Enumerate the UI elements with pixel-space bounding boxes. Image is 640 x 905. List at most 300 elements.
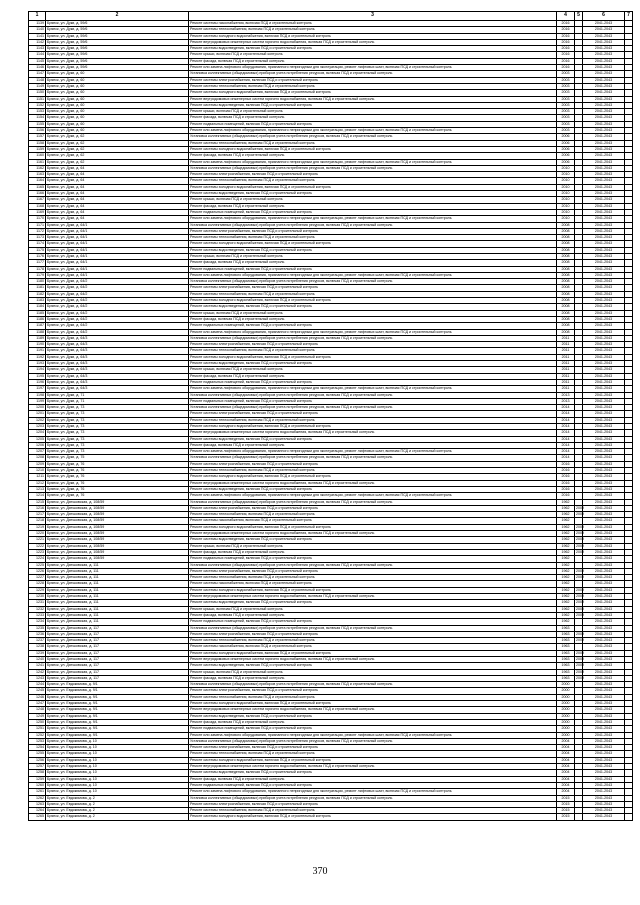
- work-type-cell: Ремонт системы водоотведения, включая ПСД и строительный контроль: [189, 304, 557, 310]
- work-type-cell: Ремонт фасада, включая ПСД и строительный контроль: [189, 203, 557, 209]
- row-number-cell: 1166: [29, 191, 46, 197]
- address-cell: Брянск, ул. Евдокимова, д. 10: [46, 776, 189, 782]
- row-number-cell: 1194: [29, 367, 46, 373]
- planned-period-cell: 2041-2043: [583, 531, 625, 537]
- work-type-cell: Ремонт или замена лифтового оборудования, признанного непригодным для эксплуатации, ремонт лифтовых шахт, включая ПСД и строительный контроль: [189, 329, 557, 335]
- build-year-cell: 2010: [557, 209, 575, 215]
- planned-period-cell: 2041-2043: [583, 96, 625, 102]
- row-number-cell: 1179: [29, 272, 46, 278]
- address-cell: Брянск, ул. Дуки, д. 64/1: [46, 235, 189, 241]
- work-type-cell: Ремонт крыши, включая ПСД и строительный контроль: [189, 310, 557, 316]
- row-number-cell: 1146: [29, 65, 46, 71]
- row-number-cell: 1190: [29, 342, 46, 348]
- row-number-cell: 1225: [29, 562, 46, 568]
- planned-period-cell: 2041-2043: [583, 568, 625, 574]
- build-year-cell: 1962: [557, 562, 575, 568]
- row-number-cell: 1175: [29, 247, 46, 253]
- row-number-cell: 1220: [29, 531, 46, 537]
- planned-period-cell: 2041-2043: [583, 316, 625, 322]
- build-year-cell: 1962: [557, 537, 575, 543]
- work-type-cell: Установка коллективных (общедомовых) приборов учета потребления ресурсов, включая ПСД и строительный контроль: [189, 335, 557, 341]
- work-type-cell: Установка коллективных (общедомовых) приборов учета потребления ресурсов, включая ПСД и строительный контроль: [189, 279, 557, 285]
- row-number-cell: 1258: [29, 770, 46, 776]
- address-cell: Брянск, ул. Дуки, д. 60: [46, 83, 189, 89]
- build-year-cell: 2013: [557, 392, 575, 398]
- build-year-cell: 2008: [557, 253, 575, 259]
- address-cell: Брянск, ул. Дуки, д. 64/1: [46, 266, 189, 272]
- planned-period-cell: 2041-2043: [583, 631, 625, 637]
- build-year-cell: 2014: [557, 436, 575, 442]
- planned-period-cell: 2041-2043: [583, 814, 625, 820]
- row-number-cell: 1200: [29, 405, 46, 411]
- row-number-cell: 1242: [29, 669, 46, 675]
- row-number-cell: 1202: [29, 417, 46, 423]
- row-number-cell: 1227: [29, 575, 46, 581]
- last-repair-year-cell: 2009: [576, 631, 584, 636]
- address-cell: Брянск, ул. Дуки, д. 71: [46, 398, 189, 404]
- work-type-cell: Ремонт системы холодного водоснабжения, включая ПСД и строительный контроль: [189, 33, 557, 39]
- row-number-cell: 1139: [29, 21, 46, 27]
- row-number-cell: 1188: [29, 329, 46, 335]
- row-number-cell: 1238: [29, 644, 46, 650]
- address-cell: Брянск, ул. Дуки, д. 64/3: [46, 342, 189, 348]
- work-type-cell: Ремонт системы теплоснабжения, включая ПСД и строительный контроль: [189, 751, 557, 757]
- row-number-cell: 1197: [29, 386, 46, 392]
- build-year-cell: 2004: [557, 789, 575, 795]
- row-number-cell: 1169: [29, 209, 46, 215]
- row-number-cell: 1215: [29, 499, 46, 505]
- build-year-cell: 2014: [557, 411, 575, 417]
- build-year-cell: 2016: [557, 58, 575, 64]
- address-cell: Брянск, ул. Дуки, д. 59/6: [46, 46, 189, 52]
- build-year-cell: 1962: [557, 549, 575, 555]
- address-cell: Брянск, ул. Дуки, д. 60: [46, 115, 189, 121]
- build-year-cell: 2006: [557, 153, 575, 159]
- build-year-cell: 2008: [557, 222, 575, 228]
- planned-period-cell: 2041-2043: [583, 373, 625, 379]
- work-type-cell: Ремонт крыши, включая ПСД и строительный контроль: [189, 543, 557, 549]
- work-type-cell: Ремонт системы водоотведения, включая ПСД и строительный контроль: [189, 486, 557, 492]
- row-number-cell: 1162: [29, 165, 46, 171]
- work-type-cell: Установка коллективных (общедомовых) приборов учета потребления ресурсов, включая ПСД и строительный контроль: [189, 134, 557, 140]
- work-type-cell: Установка коллективных (общедомовых) приборов учета потребления ресурсов, включая ПСД и строительный контроль: [189, 738, 557, 744]
- build-year-cell: 2011: [557, 379, 575, 385]
- row-number-cell: 1259: [29, 776, 46, 782]
- last-repair-year-cell: 2009: [576, 549, 584, 554]
- build-year-cell: 2003: [557, 102, 575, 108]
- address-cell: Брянск, ул. Дуки, д. 64/1: [46, 247, 189, 253]
- build-year-cell: 2008: [557, 323, 575, 329]
- work-type-cell: Ремонт системы электроснабжения, включая ПСД и строительный контроль: [189, 411, 557, 417]
- address-cell: Брянск, ул. Дуки, д. 64/2: [46, 291, 189, 297]
- address-cell: Брянск, ул. Дуки, д. 60: [46, 90, 189, 96]
- planned-period-cell: 2041-2043: [583, 732, 625, 738]
- planned-period-cell: 2041-2043: [583, 669, 625, 675]
- address-cell: Брянск, ул. Дятьковская, д. 111: [46, 568, 189, 574]
- address-cell: Брянск, ул. Дятьковская, д. 111: [46, 612, 189, 618]
- build-year-cell: 2000: [557, 713, 575, 719]
- address-cell: Брянск, ул. Дуки, д. 73: [46, 424, 189, 430]
- work-type-cell: Ремонт внутридомовых инженерных систем горячего водоснабжения, включая ПСД и строительный контроль: [189, 764, 557, 770]
- planned-period-cell: 2041-2043: [583, 65, 625, 71]
- work-type-cell: Ремонт крыши, включая ПСД и строительный контроль: [189, 367, 557, 373]
- row-number-cell: 1216: [29, 505, 46, 511]
- build-year-cell: 2008: [557, 279, 575, 285]
- row-number-cell: 1184: [29, 304, 46, 310]
- work-type-cell: Ремонт или замена лифтового оборудования, признанного непригодным для эксплуатации, ремонт лифтовых шахт, включая ПСД и строительный контроль: [189, 65, 557, 71]
- row-number-cell: 1154: [29, 115, 46, 121]
- work-type-cell: Ремонт системы холодного водоснабжения, включая ПСД и строительный контроль: [189, 524, 557, 530]
- planned-period-cell: 2041-2043: [583, 455, 625, 461]
- row-number-cell: 1228: [29, 581, 46, 587]
- build-year-cell: 1963: [557, 644, 575, 650]
- planned-period-cell: 2041-2043: [583, 348, 625, 354]
- work-type-cell: Ремонт системы холодного водоснабжения, включая ПСД и строительный контроль: [189, 184, 557, 190]
- build-year-cell: 2011: [557, 354, 575, 360]
- work-type-cell: Ремонт системы газоснабжения, включая ПСД и строительный контроль: [189, 644, 557, 650]
- work-type-cell: Установка коллективных (общедомовых) приборов учета потребления ресурсов, включая ПСД и строительный контроль: [189, 499, 557, 505]
- address-cell: Брянск, ул. Дуки, д. 64/1: [46, 228, 189, 234]
- address-cell: Брянск, ул. Дуки, д. 64/3: [46, 379, 189, 385]
- row-number-cell: 1247: [29, 701, 46, 707]
- row-number-cell: 1155: [29, 121, 46, 127]
- work-type-cell: Ремонт внутридомовых инженерных систем горячего водоснабжения, включая ПСД и строительный контроль: [189, 531, 557, 537]
- build-year-cell: 1963: [557, 656, 575, 662]
- planned-period-cell: 2041-2043: [583, 486, 625, 492]
- planned-period-cell: 2041-2043: [583, 266, 625, 272]
- planned-period-cell: 2041-2043: [583, 39, 625, 45]
- planned-period-cell: 2041-2043: [583, 241, 625, 247]
- build-year-cell: 2008: [557, 310, 575, 316]
- work-type-cell: Ремонт системы холодного водоснабжения, включая ПСД и строительный контроль: [189, 354, 557, 360]
- row-number-cell: 1140: [29, 27, 46, 33]
- page-number: 370: [312, 866, 328, 877]
- build-year-cell: 2000: [557, 726, 575, 732]
- work-type-cell: Ремонт системы теплоснабжения, включая ПСД и строительный контроль: [189, 638, 557, 644]
- work-type-cell: Ремонт или замена лифтового оборудования, признанного непригодным для эксплуатации, ремонт лифтовых шахт, включая ПСД и строительный контроль: [189, 272, 557, 278]
- address-cell: Брянск, ул. Дуки, д. 60: [46, 128, 189, 134]
- work-type-cell: Ремонт системы водоотведения, включая ПСД и строительный контроль: [189, 537, 557, 543]
- address-cell: Брянск, ул. Дуки, д. 64: [46, 216, 189, 222]
- build-year-cell: 1962: [557, 606, 575, 612]
- build-year-cell: 2000: [557, 682, 575, 688]
- address-cell: Брянск, ул. Дятьковская, д. 117: [46, 650, 189, 656]
- planned-period-cell: 2041-2043: [583, 285, 625, 291]
- row-number-cell: 1193: [29, 361, 46, 367]
- build-year-cell: 2008: [557, 304, 575, 310]
- planned-period-cell: 2041-2043: [583, 172, 625, 178]
- address-cell: Брянск, ул. Дуки, д. 62: [46, 159, 189, 165]
- address-cell: Брянск, ул. Евдокимова, д. 2: [46, 814, 189, 820]
- header-cell-6: 6: [583, 12, 625, 21]
- row-number-cell: 1257: [29, 764, 46, 770]
- planned-period-cell: 2041-2043: [583, 619, 625, 625]
- work-type-cell: Ремонт системы газоснабжения, включая ПСД и строительный контроль: [189, 21, 557, 27]
- row-number-cell: 1243: [29, 675, 46, 681]
- address-cell: Брянск, ул. Дятьковская, д. 108/59: [46, 524, 189, 530]
- planned-period-cell: 2041-2043: [583, 159, 625, 165]
- build-year-cell: 1962: [557, 543, 575, 549]
- planned-period-cell: 2041-2043: [583, 757, 625, 763]
- work-type-cell: Ремонт крыши, включая ПСД и строительный контроль: [189, 606, 557, 612]
- build-year-cell: 1963: [557, 669, 575, 675]
- build-year-cell: 2000: [557, 707, 575, 713]
- planned-period-cell: 2041-2043: [583, 512, 625, 518]
- last-repair-year-cell: 2009: [576, 543, 584, 548]
- planned-period-cell: 2041-2043: [583, 581, 625, 587]
- address-cell: Брянск, ул. Евдокимова, д. 9/1: [46, 688, 189, 694]
- work-type-cell: Ремонт подвальных помещений, включая ПСД и строительный контроль: [189, 726, 557, 732]
- planned-period-cell: 2041-2043: [583, 713, 625, 719]
- planned-period-cell: 2041-2043: [583, 102, 625, 108]
- table-row: [29, 814, 633, 820]
- row-number-cell: 1204: [29, 430, 46, 436]
- address-cell: Брянск, ул. Дятьковская, д. 108/59: [46, 537, 189, 543]
- planned-period-cell: 2041-2043: [583, 430, 625, 436]
- build-year-cell: 2011: [557, 361, 575, 367]
- address-cell: Брянск, ул. Дуки, д. 76: [46, 461, 189, 467]
- address-cell: Брянск, ул. Дуки, д. 59/6: [46, 39, 189, 45]
- row-number-cell: 1246: [29, 694, 46, 700]
- build-year-cell: 2004: [557, 764, 575, 770]
- work-type-cell: Ремонт системы электроснабжения, включая ПСД и строительный контроль: [189, 505, 557, 511]
- address-cell: Брянск, ул. Дуки, д. 64/2: [46, 298, 189, 304]
- build-year-cell: 2016: [557, 493, 575, 499]
- work-type-cell: Ремонт системы газоснабжения, включая ПСД и строительный контроль: [189, 518, 557, 524]
- address-cell: Брянск, ул. Евдокимова, д. 10: [46, 745, 189, 751]
- address-cell: Брянск, ул. Дуки, д. 73: [46, 436, 189, 442]
- planned-period-cell: 2041-2043: [583, 247, 625, 253]
- address-cell: Брянск, ул. Евдокимова, д. 9/1: [46, 682, 189, 688]
- row-number-cell: 1230: [29, 594, 46, 600]
- row-number-cell: 1182: [29, 291, 46, 297]
- capital-repair-table: [28, 11, 633, 821]
- planned-period-cell: 2041-2043: [583, 354, 625, 360]
- build-year-cell: 2004: [557, 738, 575, 744]
- planned-period-cell: 2041-2043: [583, 310, 625, 316]
- last-repair-year-cell: 2009: [576, 675, 584, 680]
- build-year-cell: 1963: [557, 650, 575, 656]
- row-number-cell: 1255: [29, 751, 46, 757]
- planned-period-cell: 2041-2043: [583, 701, 625, 707]
- build-year-cell: 1962: [557, 587, 575, 593]
- address-cell: Брянск, ул. Дятьковская, д. 108/59: [46, 531, 189, 537]
- address-cell: Брянск, ул. Дуки, д. 64/2: [46, 316, 189, 322]
- address-cell: Брянск, ул. Дуки, д. 64: [46, 172, 189, 178]
- address-cell: Брянск, ул. Дуки, д. 71: [46, 392, 189, 398]
- work-type-cell: Ремонт системы водоотведения, включая ПСД и строительный контроль: [189, 600, 557, 606]
- address-cell: Брянск, ул. Дятьковская, д. 111: [46, 562, 189, 568]
- planned-period-cell: 2041-2043: [583, 650, 625, 656]
- work-type-cell: Ремонт системы водоотведения, включая ПСД и строительный контроль: [189, 361, 557, 367]
- row-number-cell: 1201: [29, 411, 46, 417]
- planned-period-cell: 2041-2043: [583, 33, 625, 39]
- planned-period-cell: 2041-2043: [583, 776, 625, 782]
- work-type-cell: Ремонт системы холодного водоснабжения, включая ПСД и строительный контроль: [189, 650, 557, 656]
- row-number-cell: 1157: [29, 134, 46, 140]
- planned-period-cell: 2041-2043: [583, 203, 625, 209]
- row-number-cell: 1223: [29, 549, 46, 555]
- build-year-cell: 1962: [557, 619, 575, 625]
- planned-period-cell: 2041-2043: [583, 272, 625, 278]
- build-year-cell: 2006: [557, 134, 575, 140]
- planned-period-cell: 2041-2043: [583, 291, 625, 297]
- address-cell: Брянск, ул. Дуки, д. 62: [46, 134, 189, 140]
- planned-period-cell: 2041-2043: [583, 27, 625, 33]
- build-year-cell: 2003: [557, 96, 575, 102]
- planned-period-cell: 2041-2043: [583, 719, 625, 725]
- address-cell: Брянск, ул. Дуки, д. 64/1: [46, 241, 189, 247]
- address-cell: Брянск, ул. Дуки, д. 64: [46, 165, 189, 171]
- row-number-cell: 1224: [29, 556, 46, 562]
- build-year-cell: 2004: [557, 782, 575, 788]
- build-year-cell: 2016: [557, 468, 575, 474]
- work-type-cell: Ремонт или замена лифтового оборудования, признанного непригодным для эксплуатации, ремонт лифтовых шахт, включая ПСД и строительный контроль: [189, 449, 557, 455]
- planned-period-cell: 2041-2043: [583, 499, 625, 505]
- row-number-cell: 1239: [29, 650, 46, 656]
- address-cell: Брянск, ул. Дятьковская, д. 117: [46, 631, 189, 637]
- work-type-cell: Ремонт или замена лифтового оборудования, признанного непригодным для эксплуатации, ремонт лифтовых шахт, включая ПСД и строительный контроль: [189, 128, 557, 134]
- row-number-cell: 1214: [29, 493, 46, 499]
- planned-period-cell: 2041-2043: [583, 90, 625, 96]
- row-number-cell: 1167: [29, 197, 46, 203]
- register-sheet: [28, 11, 632, 821]
- build-year-cell: 2011: [557, 386, 575, 392]
- address-cell: Брянск, ул. Евдокимова, д. 9/1: [46, 719, 189, 725]
- row-number-cell: 1187: [29, 323, 46, 329]
- build-year-cell: 2011: [557, 348, 575, 354]
- planned-period-cell: 2041-2043: [583, 417, 625, 423]
- address-cell: Брянск, ул. Дуки, д. 73: [46, 405, 189, 411]
- address-cell: Брянск, ул. Дятьковская, д. 117: [46, 675, 189, 681]
- build-year-cell: 2010: [557, 172, 575, 178]
- header-cell-2: 2: [46, 12, 189, 21]
- work-type-cell: Ремонт фасада, включая ПСД и строительный контроль: [189, 612, 557, 618]
- row-number-cell: 1143: [29, 46, 46, 52]
- build-year-cell: 2004: [557, 751, 575, 757]
- build-year-cell: 2014: [557, 417, 575, 423]
- last-repair-year-cell: 2009: [576, 663, 584, 668]
- address-cell: Брянск, ул. Евдокимова, д. 9/1: [46, 701, 189, 707]
- address-cell: Брянск, ул. Дуки, д. 62: [46, 153, 189, 159]
- address-cell: Брянск, ул. Евдокимова, д. 9/1: [46, 713, 189, 719]
- last-repair-year-cell: 2009: [576, 575, 584, 580]
- planned-period-cell: 2041-2043: [583, 184, 625, 190]
- row-number-cell: 1177: [29, 260, 46, 266]
- work-type-cell: Ремонт системы водоотведения, включая ПСД и строительный контроль: [189, 46, 557, 52]
- header-cell-7: 7: [625, 12, 633, 21]
- work-type-cell: Установка коллективных (общедомовых) приборов учета потребления ресурсов, включая ПСД и строительный контроль: [189, 405, 557, 411]
- build-year-cell: 2003: [557, 109, 575, 115]
- row-number-cell: 1180: [29, 279, 46, 285]
- address-cell: Брянск, ул. Дятьковская, д. 111: [46, 587, 189, 593]
- address-cell: Брянск, ул. Дуки, д. 64: [46, 197, 189, 203]
- row-number-cell: 1208: [29, 455, 46, 461]
- planned-period-cell: 2041-2043: [583, 682, 625, 688]
- address-cell: Брянск, ул. Дуки, д. 64/1: [46, 260, 189, 266]
- address-cell: Брянск, ул. Дятьковская, д. 117: [46, 644, 189, 650]
- address-cell: Брянск, ул. Дуки, д. 59/6: [46, 58, 189, 64]
- address-cell: Брянск, ул. Евдокимова, д. 10: [46, 789, 189, 795]
- work-type-cell: Ремонт подвальных помещений, включая ПСД и строительный контроль: [189, 619, 557, 625]
- planned-period-cell: 2041-2043: [583, 386, 625, 392]
- address-cell: Брянск, ул. Дуки, д. 59/6: [46, 52, 189, 58]
- planned-period-cell: 2041-2043: [583, 644, 625, 650]
- build-year-cell: 2008: [557, 272, 575, 278]
- address-cell: Брянск, ул. Дуки, д. 73: [46, 411, 189, 417]
- work-type-cell: Ремонт фасада, включая ПСД и строительный контроль: [189, 373, 557, 379]
- address-cell: Брянск, ул. Дуки, д. 76: [46, 474, 189, 480]
- row-number-cell: 1252: [29, 732, 46, 738]
- work-type-cell: Установка коллективных (общедомовых) приборов учета потребления ресурсов, включая ПСД и строительный контроль: [189, 562, 557, 568]
- planned-period-cell: 2041-2043: [583, 543, 625, 549]
- address-cell: Брянск, ул. Дуки, д. 64/3: [46, 348, 189, 354]
- build-year-cell: 2016: [557, 474, 575, 480]
- row-number-cell: 1245: [29, 688, 46, 694]
- row-number-cell: 1226: [29, 568, 46, 574]
- build-year-cell: 2003: [557, 77, 575, 83]
- build-year-cell: 2015: [557, 795, 575, 801]
- row-number-cell: 1235: [29, 625, 46, 631]
- build-year-cell: 2003: [557, 83, 575, 89]
- address-cell: Брянск, ул. Евдокимова, д. 10: [46, 757, 189, 763]
- build-year-cell: 2011: [557, 367, 575, 373]
- work-type-cell: Ремонт или замена лифтового оборудования, признанного непригодным для эксплуатации, ремонт лифтовых шахт, включая ПСД и строительный контроль: [189, 386, 557, 392]
- row-number-cell: 1206: [29, 442, 46, 448]
- build-year-cell: 2004: [557, 770, 575, 776]
- row-number-cell: 1176: [29, 253, 46, 259]
- row-number-cell: 1217: [29, 512, 46, 518]
- build-year-cell: 2006: [557, 159, 575, 165]
- last-repair-year-cell: 2009: [576, 612, 584, 617]
- planned-period-cell: 2041-2043: [583, 461, 625, 467]
- planned-period-cell: 2041-2043: [583, 323, 625, 329]
- row-number-cell: 1165: [29, 184, 46, 190]
- address-cell: Брянск, ул. Дуки, д. 64/2: [46, 304, 189, 310]
- row-number-cell: 1152: [29, 102, 46, 108]
- build-year-cell: 1962: [557, 505, 575, 511]
- row-number-cell: 1261: [29, 789, 46, 795]
- planned-period-cell: 2041-2043: [583, 606, 625, 612]
- build-year-cell: 1962: [557, 512, 575, 518]
- row-number-cell: 1170: [29, 216, 46, 222]
- planned-period-cell: 2041-2043: [583, 197, 625, 203]
- planned-period-cell: 2041-2043: [583, 21, 625, 27]
- build-year-cell: 2015: [557, 808, 575, 814]
- address-cell: Брянск, ул. Евдокимова, д. 9/1: [46, 707, 189, 713]
- build-year-cell: 2016: [557, 46, 575, 52]
- build-year-cell: 1963: [557, 631, 575, 637]
- row-number-cell: 1141: [29, 33, 46, 39]
- work-type-cell: Ремонт внутридомовых инженерных систем горячего водоснабжения, включая ПСД и строительный контроль: [189, 480, 557, 486]
- build-year-cell: 2016: [557, 39, 575, 45]
- build-year-cell: 1962: [557, 518, 575, 524]
- build-year-cell: 2003: [557, 71, 575, 77]
- address-cell: Брянск, ул. Дуки, д. 60: [46, 102, 189, 108]
- build-year-cell: 2008: [557, 247, 575, 253]
- planned-period-cell: 2041-2043: [583, 342, 625, 348]
- build-year-cell: 2010: [557, 203, 575, 209]
- build-year-cell: 2015: [557, 801, 575, 807]
- row-number-cell: 1207: [29, 449, 46, 455]
- work-type-cell: Ремонт подвальных помещений, включая ПСД и строительный контроль: [189, 782, 557, 788]
- work-type-cell: Ремонт фасада, включая ПСД и строительный контроль: [189, 260, 557, 266]
- build-year-cell: 2010: [557, 184, 575, 190]
- work-type-cell: Ремонт системы электроснабжения, включая ПСД и строительный контроль: [189, 461, 557, 467]
- work-type-cell: Ремонт или замена лифтового оборудования, признанного непригодным для эксплуатации, ремонт лифтовых шахт, включая ПСД и строительный контроль: [189, 732, 557, 738]
- work-type-cell: Ремонт системы холодного водоснабжения, включая ПСД и строительный контроль: [189, 757, 557, 763]
- row-number-cell: 1192: [29, 354, 46, 360]
